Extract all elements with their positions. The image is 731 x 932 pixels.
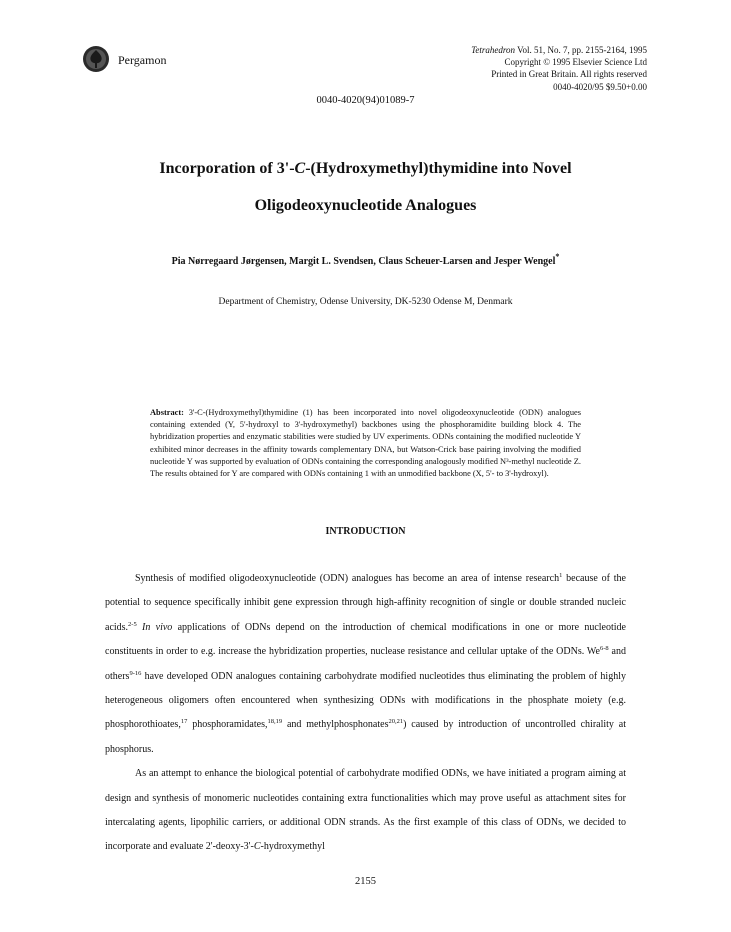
journal-info: [347, 44, 647, 93]
section-heading-introduction: INTRODUCTION: [325, 526, 406, 537]
copyright-line: Copyright © 1995 Elsevier Science Ltd: [504, 57, 647, 68]
paragraph-2: As an attempt to enhance the biological potential of carbohydrate modified ODNs, we have initiated a program aiming at design and synthesis of monomeric nucleotides containing extra functionalities which may prove useful as attachment sites for intercalating agents, lipophilic carriers, or additional ODN strands. As the first example of this class of ODNs, we decided to incorporate and evaluate 2'-deoxy-3'-C-hydroxymethyl: [105, 768, 626, 853]
author-names: Pia Nørregaard Jørgensen, Margit L. Svendsen, Claus Scheuer-Larsen and Jesper Wengel: [171, 256, 556, 267]
journal-volume: Vol. 51, No. 7, pp. 2155-2164, 1995: [517, 45, 647, 55]
affiliation: Department of Chemistry, Odense University, DK-5230 Odense M, Denmark: [218, 297, 513, 307]
author-list: [60, 252, 671, 267]
reference-marker: 6-8: [599, 645, 609, 653]
reference-marker: 1: [559, 572, 563, 579]
printed-line: Printed in Great Britain. All rights reserved: [491, 69, 647, 80]
body-text: [105, 567, 626, 860]
page-number: 2155: [355, 876, 376, 887]
abstract-text: 3'-C-(Hydroxymethyl)thymidine (1) has been incorporated into novel oligodeoxynucleotide (ODN) analogues containing extended (Y, 5'-hydroxyl to 3'-hydroxymethyl) backbones using the phosphoramidite building block 4. The hybridization properties and enzymatic stabilities were studied by UV experiments. ODNs containing the modified nucleotide Y exhibited minor decreases in the affinity towards complementary DNA, but Watson-Crick base pairing involving the modified nucleotide Y was supported by evaluation of ODNs containing the corresponding analogously modified N³-methyl nucleotide Z. The results obtained for Y are compared with ODNs containing 1 with an unmodified backbone (X, 5'- to 3'-hydroxyl).: [150, 408, 582, 479]
publisher-name: Pergamon: [118, 53, 167, 67]
journal-name: Tetrahedron: [471, 45, 516, 55]
article-doi: 0040-4020(94)01089-7: [316, 95, 415, 106]
reference-marker: 18,19: [267, 718, 283, 726]
pergamon-tree-logo: [82, 45, 110, 73]
abstract: [150, 407, 581, 480]
reference-marker: 9-16: [129, 669, 142, 677]
reference-marker: 17: [180, 718, 188, 726]
issn-line: 0040-4020/95 $9.50+0.00: [553, 81, 647, 92]
reference-marker: 20,21: [388, 718, 404, 726]
corresponding-author-mark: *: [555, 252, 560, 261]
journal-citation: [347, 44, 647, 56]
abstract-label: Abstract:: [150, 408, 184, 417]
title-line-1: Incorporation of 3'-C-(Hydroxymethyl)thymidine into Novel: [159, 160, 572, 177]
reference-marker: 2-5: [128, 620, 137, 628]
title-line-2: Oligodeoxynucleotide Analogues: [254, 197, 477, 214]
paragraph-1: Synthesis of modified oligodeoxynucleotide (ODN) analogues has become an area of intense research$^1$ because of the potential to sequence specifically inhibit gene expression through high-affinity recognition of single or double stranded nucleic acids.$^{2-5}$ In vivo applications of ODNs depend on the introduction of chemical modifications in one or more nucleotide constituents in order to e.g. increase the hybridization properties, nuclease resistance and cellular uptake of the ODNs. We$^{6-8}$ and others$^{9-16}$ have developed ODN analogues containing carbohydrate modified nucleotides thus eliminating the problem of highly heterogeneous oligomers often encountered when synthesizing ODNs with modifications in the phosphate moiety (e.g. phosphorothioates,$^{17}$ phosphoramidates,$^{18,19}$ and methylphosphonates$^{20,21}$) caused by introduction of uncontrolled chirality at phosphorus.: [105, 572, 627, 755]
article-title: [60, 150, 671, 224]
